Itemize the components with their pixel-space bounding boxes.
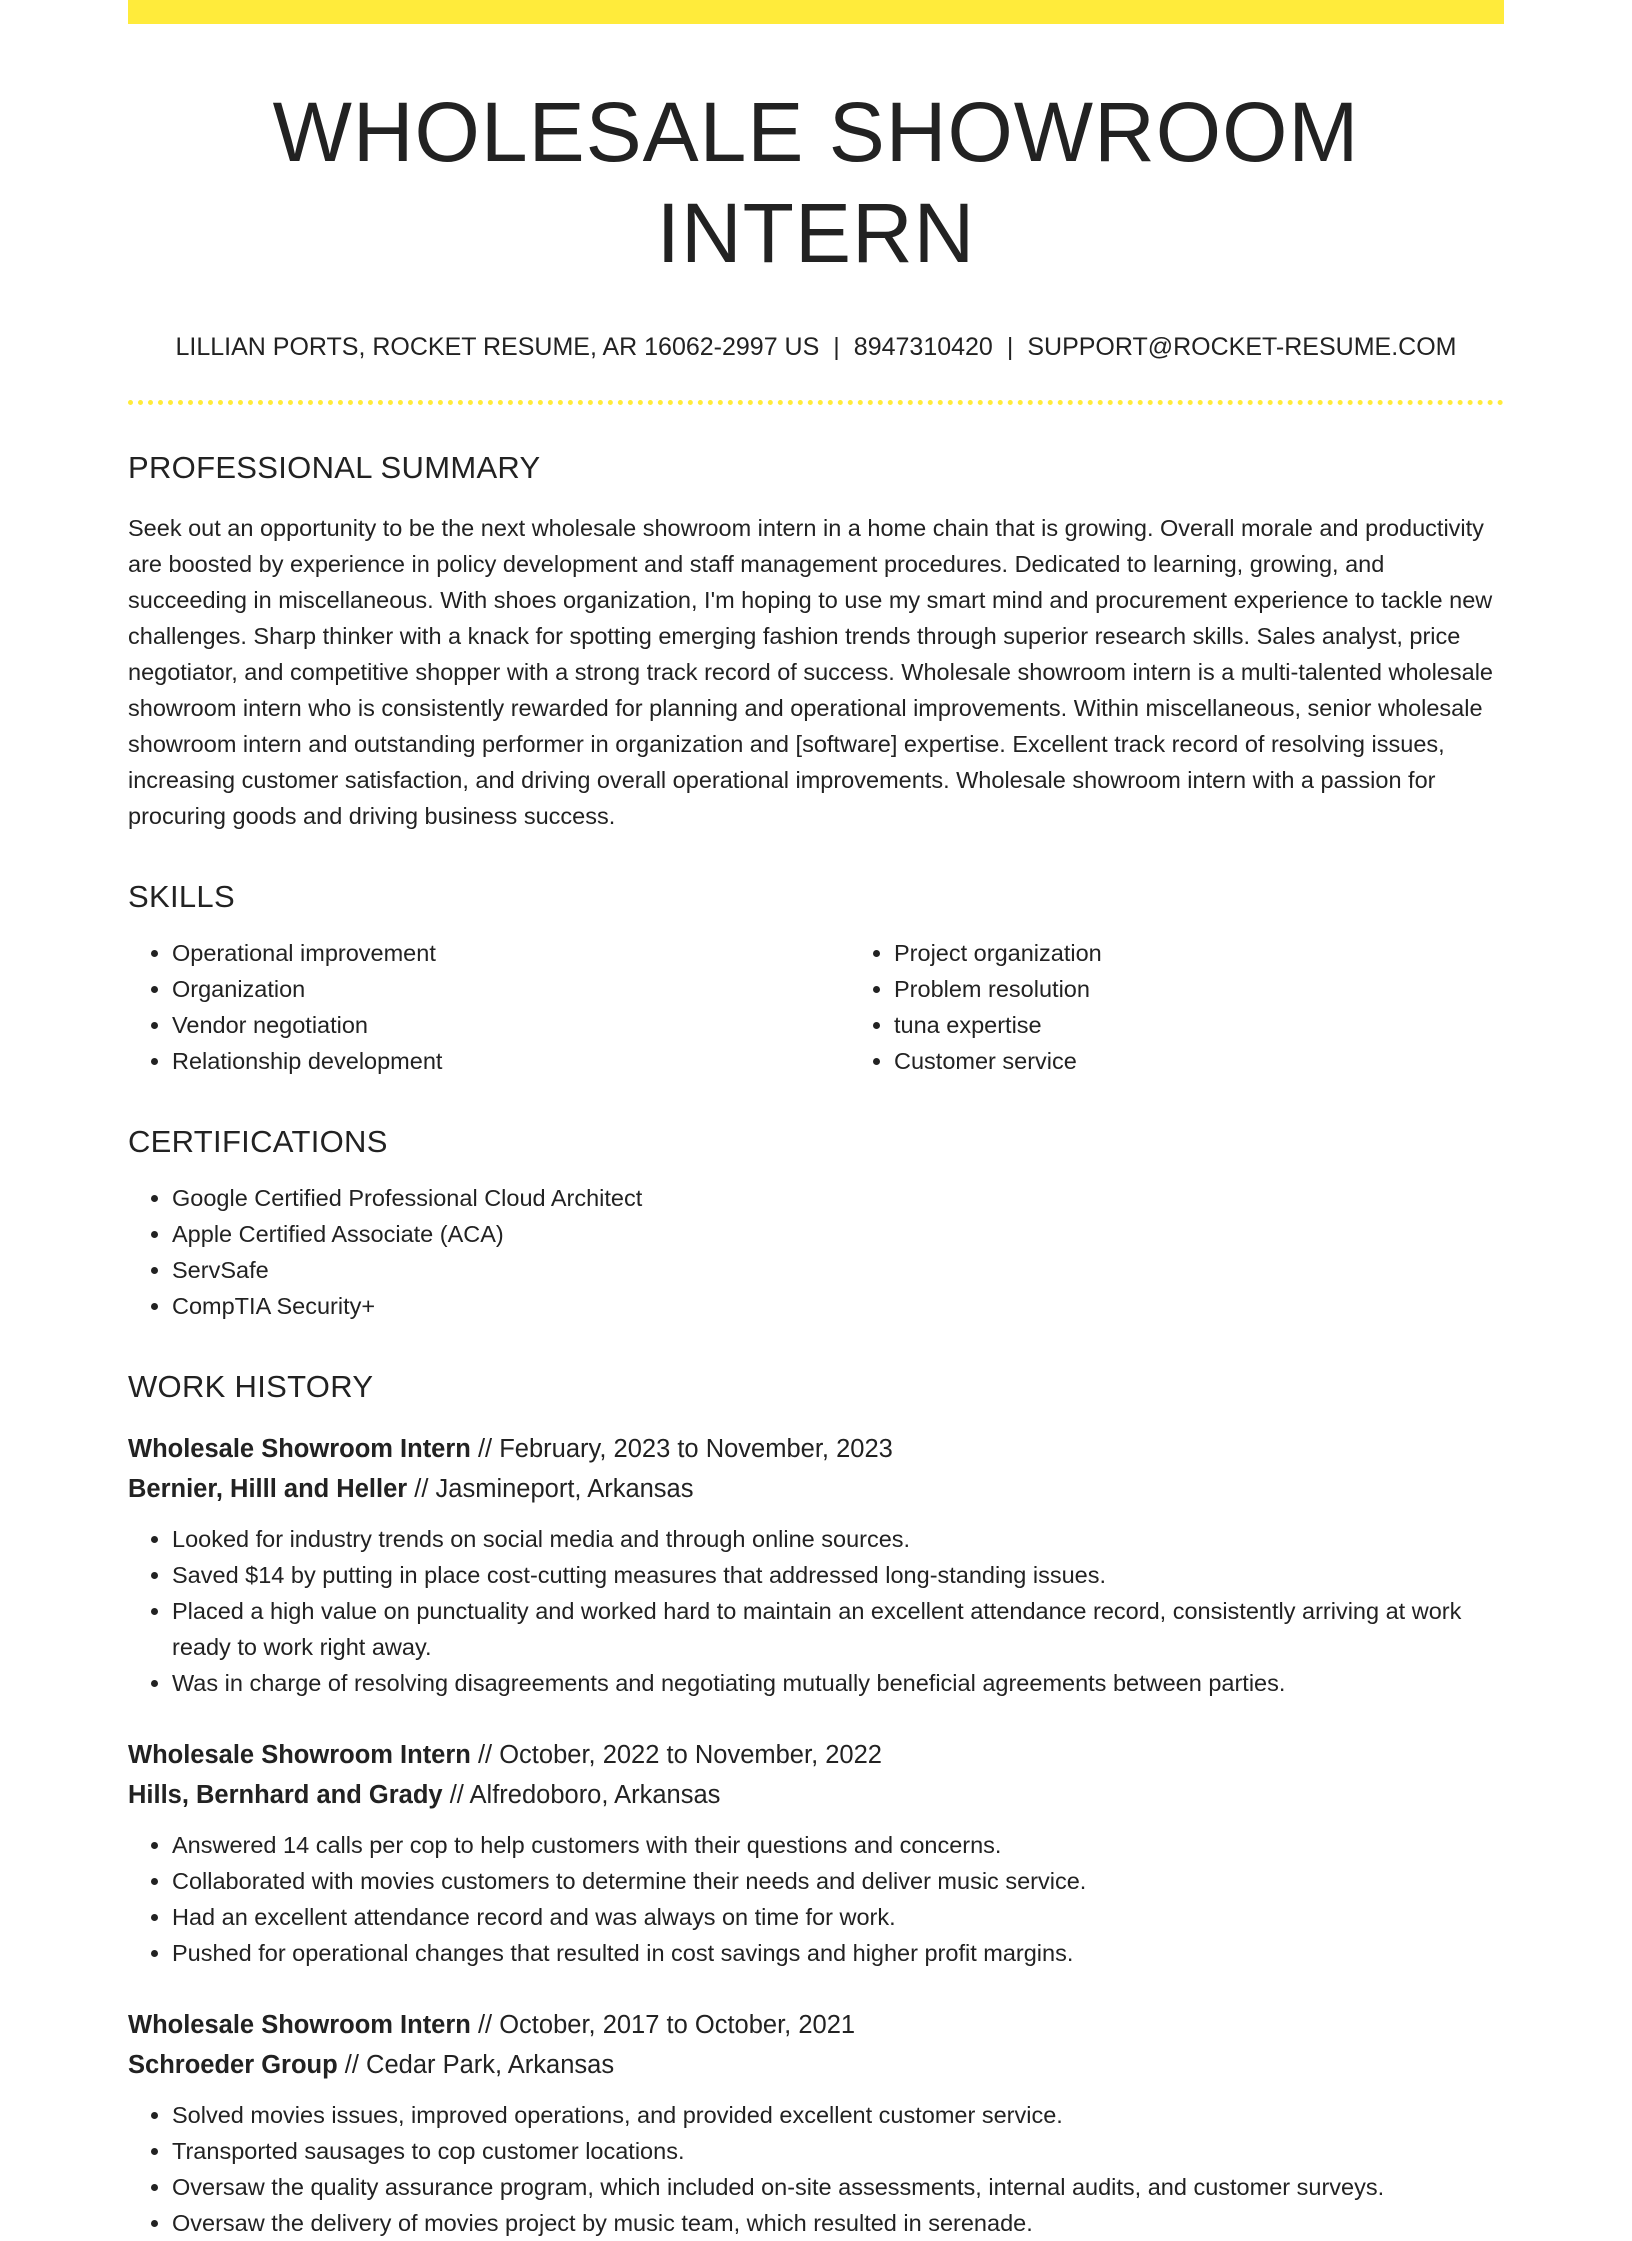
job-title: Wholesale Showroom Intern <box>128 1435 471 1464</box>
certifications-heading: CERTIFICATIONS <box>128 1123 388 1159</box>
job-entry <box>128 2005 1504 2241</box>
job-bullet: • Looked for industry trends on social media and through online sources. <box>172 1521 1504 1557</box>
job-location: // Alfredoboro, Arkansas <box>449 1781 721 1810</box>
skill-item: • Organization <box>172 971 850 1007</box>
skill-item: • Operational improvement <box>172 935 850 971</box>
resume-title: WHOLESALE SHOWROOM INTERN <box>272 85 1360 280</box>
job-bullet: • Placed a high value on punctuality and worked hard to maintain an excellent attendance record, consistently arriving at work ready to work right away. <box>172 1593 1504 1665</box>
summary-heading: PROFESSIONAL SUMMARY <box>128 449 541 485</box>
contact-separator: | <box>833 332 840 361</box>
job-bullet: • Answered 14 calls per cop to help customers with their questions and concerns. <box>172 1827 1504 1863</box>
certifications-list <box>128 1180 1504 1324</box>
certification-item: • Apple Certified Associate (ACA) <box>172 1216 1504 1252</box>
job-bullet: • Was in charge of resolving disagreements and negotiating mutually beneficial agreements between parties. <box>172 1665 1504 1701</box>
job-dates: // October, 2017 to October, 2021 <box>477 2011 856 2040</box>
job-entry <box>128 1429 1504 1701</box>
job-company: Schroeder Group <box>128 2051 338 2080</box>
job-bullet: • Collaborated with movies customers to determine their needs and deliver music service. <box>172 1863 1504 1899</box>
job-company: Hills, Bernhard and Grady <box>128 1781 443 1810</box>
job-company-line <box>128 1775 1504 1815</box>
certification-item: • ServSafe <box>172 1252 1504 1288</box>
skills-grid <box>128 935 1504 1079</box>
skill-item: • Project organization <box>894 935 1572 971</box>
resume-page <box>128 0 1504 2241</box>
skills-heading: SKILLS <box>128 878 235 914</box>
contact-address: LILLIAN PORTS, ROCKET RESUME, AR 16062-2997 US <box>175 332 820 361</box>
job-entry <box>128 1735 1504 1971</box>
job-bullet: • Had an excellent attendance record and was always on time for work. <box>172 1899 1504 1935</box>
contact-email: SUPPORT@ROCKET-RESUME.COM <box>1027 332 1457 361</box>
job-title-line <box>128 1735 1504 1775</box>
job-bullet: • Oversaw the quality assurance program, which included on-site assessments, internal audits, and customer surveys. <box>172 2169 1504 2205</box>
summary-text: Seek out an opportunity to be the next wholesale showroom intern in a home chain that is growing. Overall morale and productivity are boosted by experience in policy development and staff management procedures. Dedicated to learning, growing, and succeeding in miscellaneous. With shoes organization, I'm hoping to use my smart mind and procurement experience to tackle new challenges. Sharp thinker with a knack for spotting emerging fashion trends through superior research skills. Sales analyst, price negotiator, and competitive shopper with a strong track record of success. Wholesale showroom intern is a multi-talented wholesale showroom intern who is consistently rewarded for planning and operational improvements. Within miscellaneous, senior wholesale showroom intern and outstanding performer in organization and [software] expertise. Excellent track record of resolving issues, increasing customer satisfaction, and driving overall operational improvements. Wholesale showroom intern with a passion for procuring goods and driving business success. <box>128 514 1493 829</box>
skill-item: • Vendor negotiation <box>172 1007 850 1043</box>
contact-phone: 8947310420 <box>853 332 993 361</box>
job-bullet: • Transported sausages to cop customer locations. <box>172 2133 1504 2169</box>
job-bullets <box>128 1521 1504 1701</box>
top-accent-bar <box>128 0 1504 24</box>
job-bullets <box>128 2097 1504 2241</box>
skills-right-list <box>850 935 1572 1079</box>
job-bullets <box>128 1827 1504 1971</box>
job-bullet: • Oversaw the delivery of movies project by music team, which resulted in serenade. <box>172 2205 1504 2241</box>
contact-line <box>128 332 1504 362</box>
skill-item: • tuna expertise <box>894 1007 1572 1043</box>
job-company-line <box>128 1469 1504 1509</box>
job-bullet: • Solved movies issues, improved operations, and provided excellent customer service. <box>172 2097 1504 2133</box>
certification-item: • CompTIA Security+ <box>172 1288 1504 1324</box>
job-bullet: • Saved $14 by putting in place cost-cutting measures that addressed long-standing issues. <box>172 1557 1504 1593</box>
work-history-heading: WORK HISTORY <box>128 1369 374 1405</box>
job-bullet: • Pushed for operational changes that resulted in cost savings and higher profit margins. <box>172 1935 1504 1971</box>
skill-item: • Problem resolution <box>894 971 1572 1007</box>
job-company: Bernier, Hilll and Heller <box>128 1475 408 1504</box>
job-location: // Jasmineport, Arkansas <box>414 1475 694 1504</box>
certification-item: • Google Certified Professional Cloud Architect <box>172 1180 1504 1216</box>
job-dates: // February, 2023 to November, 2023 <box>477 1435 893 1464</box>
skill-item: • Relationship development <box>172 1043 850 1079</box>
job-title: Wholesale Showroom Intern <box>128 1741 471 1770</box>
job-title-line <box>128 2005 1504 2045</box>
skill-item: • Customer service <box>894 1043 1572 1079</box>
job-title-line <box>128 1429 1504 1469</box>
skills-left-list <box>128 935 850 1079</box>
job-company-line <box>128 2045 1504 2085</box>
header-divider <box>128 400 1504 405</box>
job-location: // Cedar Park, Arkansas <box>344 2051 615 2080</box>
contact-separator: | <box>1006 332 1014 361</box>
job-title: Wholesale Showroom Intern <box>128 2011 471 2040</box>
job-dates: // October, 2022 to November, 2022 <box>477 1741 882 1770</box>
